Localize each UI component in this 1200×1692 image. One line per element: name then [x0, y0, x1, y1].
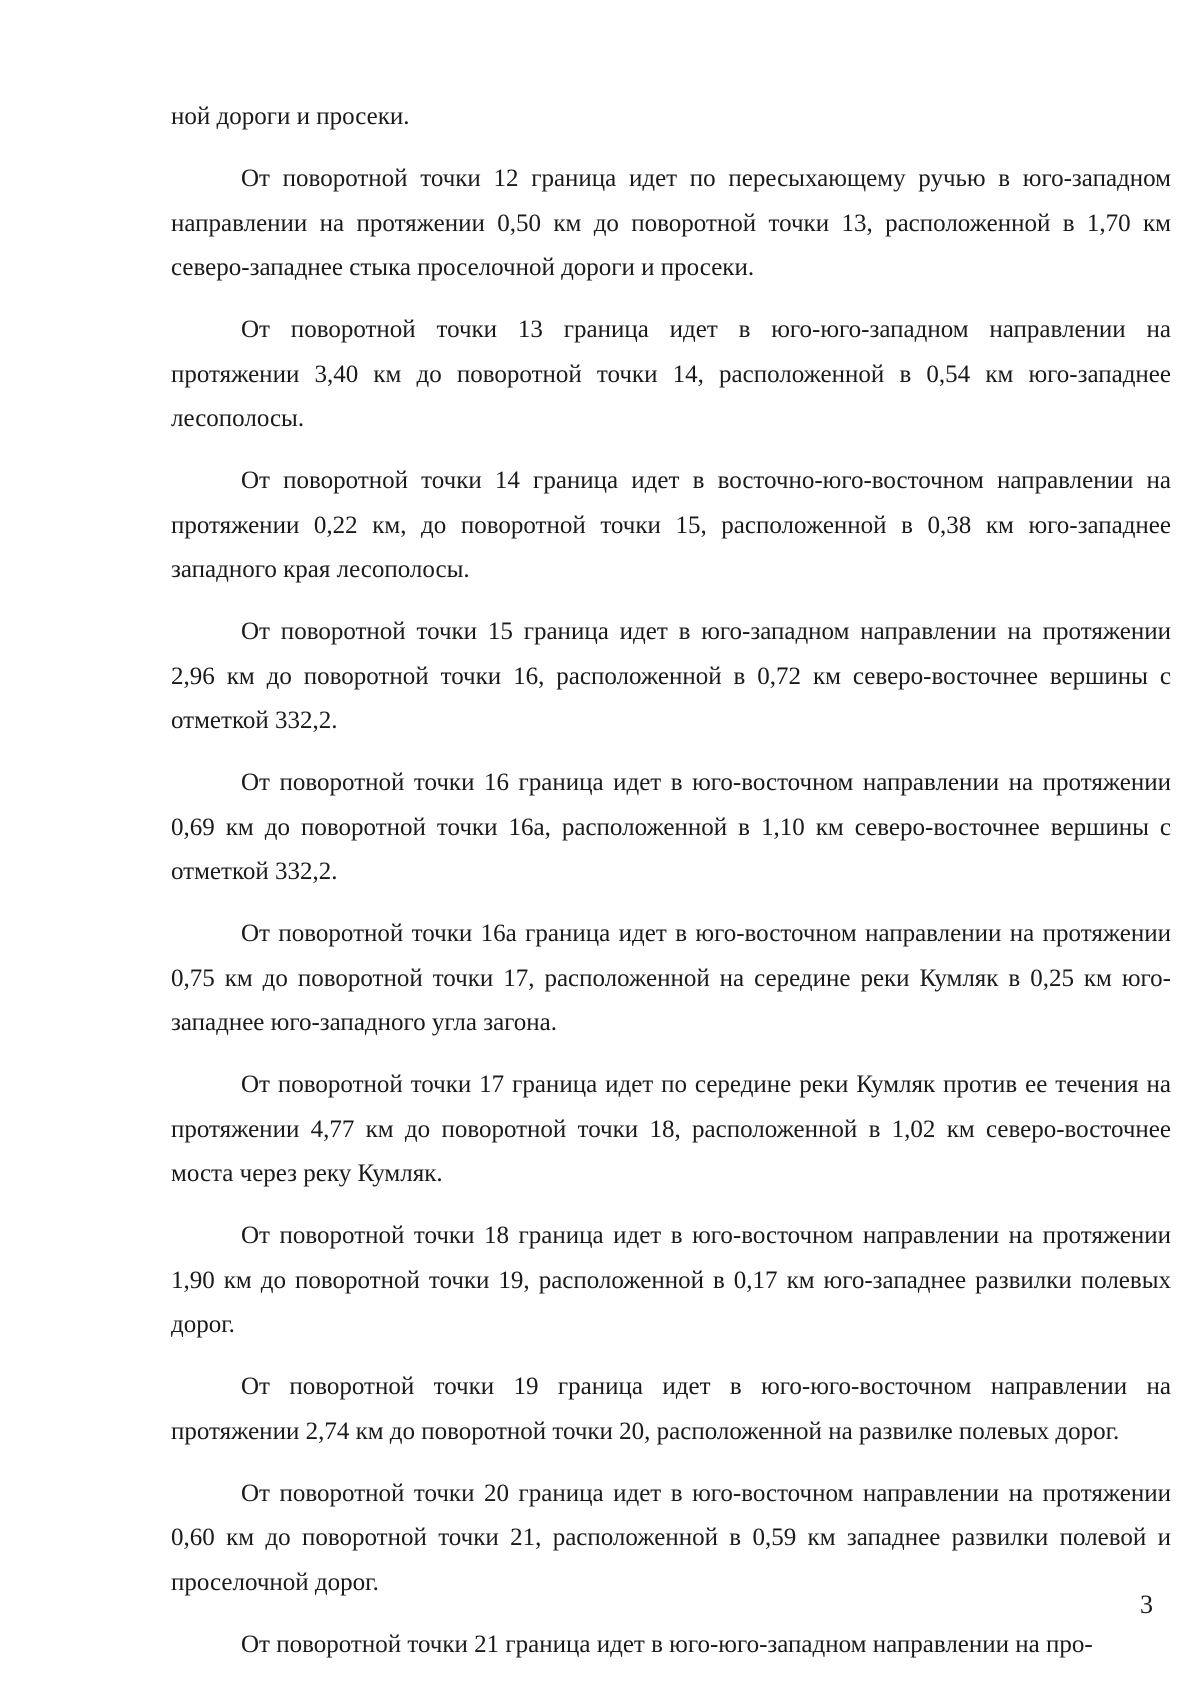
paragraph-point-14: От поворотной точки 14 граница идет в восточно-юго-восточном направлении на протяжении 0,22 км, до поворотной точки 15, расположенной в 0,38 км юго-западнее западного края лесополосы. — [171, 467, 1171, 583]
document-body — [171, 95, 1171, 1685]
paragraph-point-16a: От поворотной точки 16а граница идет в юго-восточном направлении на протяжении 0,75 км до поворотной точки 17, расположенной на середине реки Кумляк в 0,25 км юго-западнее юго-западного угла загона. — [171, 920, 1171, 1036]
paragraph-point-17: От поворотной точки 17 граница идет по середине реки Кумляк против ее течения на протяжении 4,77 км до поворотной точки 18, расположенной в 1,02 км северо-восточнее моста через реку Кумляк. — [171, 1071, 1171, 1187]
paragraph-point-19: От поворотной точки 19 граница идет в юго-юго-восточном направлении на протяжении 2,74 км до поворотной точки 20, расположенной на развилке полевых дорог. — [171, 1373, 1171, 1445]
paragraph-point-13: От поворотной точки 13 граница идет в юго-юго-западном направлении на протяжении 3,40 км до поворотной точки 14, расположенной в 0,54 км юго-западнее лесополосы. — [171, 316, 1171, 432]
page-number: 3 — [1140, 1590, 1153, 1619]
paragraph-point-18: От поворотной точки 18 граница идет в юго-восточном направлении на протяжении 1,90 км до поворотной точки 19, расположенной в 0,17 км юго-западнее развилки полевых дорог. — [171, 1222, 1171, 1338]
paragraph-point-16: От поворотной точки 16 граница идет в юго-восточном направлении на протяжении 0,69 км до поворотной точки 16а, расположенной в 1,10 км северо-восточнее вершины с отметкой 332,2. — [171, 769, 1171, 885]
paragraph-point-21: От поворотной точки 21 граница идет в юго-юго-западном направлении на про- — [241, 1630, 1093, 1658]
paragraph-point-15: От поворотной точки 15 граница идет в юго-западном направлении на протяжении 2,96 км до поворотной точки 16, расположенной в 0,72 км северо-восточнее вершины с отметкой 332,2. — [171, 618, 1171, 734]
paragraph-point-20: От поворотной точки 20 граница идет в юго-восточном направлении на протяжении 0,60 км до поворотной точки 21, расположенной в 0,59 км западнее развилки полевой и проселочной дорог. — [171, 1479, 1171, 1596]
paragraph-point-12: От поворотной точки 12 граница идет по пересыхающему ручью в юго-западном направлении на протяжении 0,50 км до поворотной точки 13, расположенной в 1,70 км северо-западнее стыка проселочной дороги и просеки. — [171, 165, 1171, 281]
paragraph-continuation: ной дороги и просеки. — [171, 103, 410, 130]
